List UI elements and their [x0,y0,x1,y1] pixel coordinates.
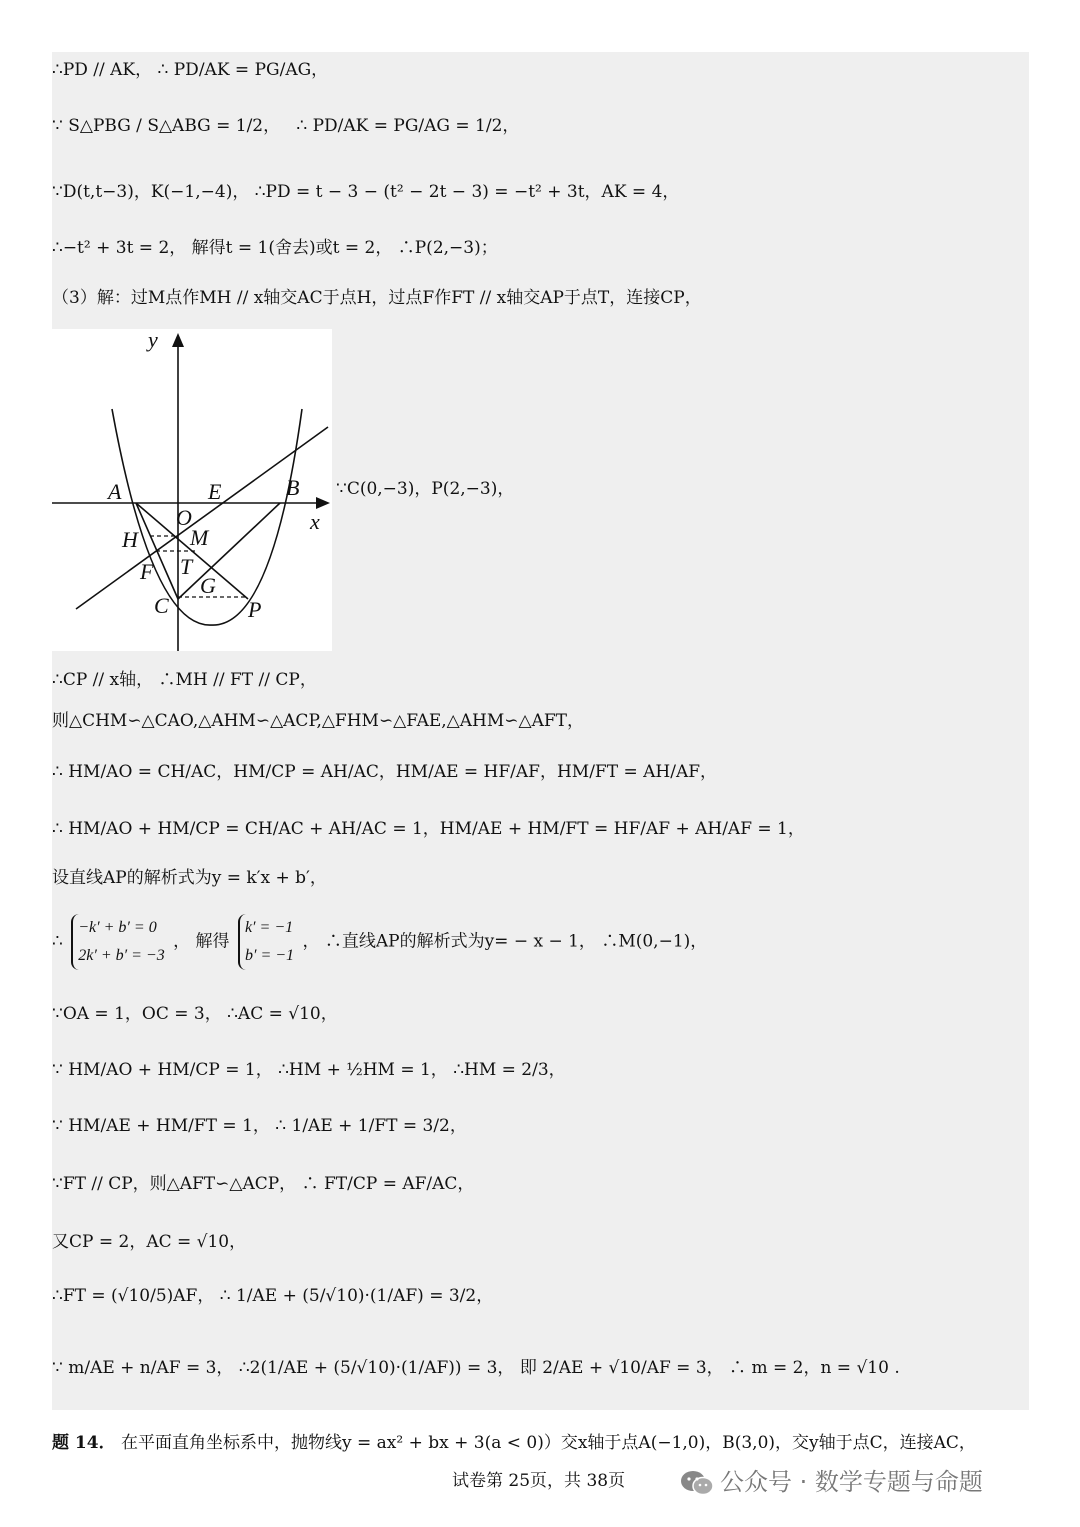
solution-line-3: ∵D(t,t−3)，K(−1,−4)， ∴PD = t − 3 − (t² − 2t − 3) = −t² + 3t，AK = 4， [52,182,680,202]
label-t: T [180,554,193,579]
label-x: x [310,509,320,534]
label-e: E [208,479,222,504]
y-axis-arrow-icon [172,333,184,347]
solve-text: ， 解得 [173,931,230,952]
label-c: C [154,593,169,618]
problem-label: 题 14． [52,1433,116,1453]
watermark [680,1462,983,1497]
solution-line-8: 则△CHM∽△CAO,△AHM∽△ACP,△FHM∽△FAE,△AHM∽△AFT， [52,711,584,731]
wechat-icon [680,1469,714,1497]
label-p: P [248,597,262,622]
label-o: O [176,505,192,530]
therefore-symbol: ∴ [52,931,63,952]
solution-line-19: ∵ m/AE + n/AF = 3， ∴2(1/AE + (5/√10)·(1/AF)) = 3， 即 2/AE + √10/AF = 3， ∴ m = 2，n = √10 . [52,1358,900,1378]
solution-k: k′ = −1 [244,919,294,936]
line-ap-result: ， ∴直线AP的解析式为y= − x − 1， ∴M(0,−1)， [302,931,708,952]
solution-line-4: ∴−t² + 3t = 2， 解得t = 1(舍去)或t = 2， ∴P(2,−3)； [52,238,498,258]
parabola-figure [52,329,332,651]
solution-line-14: ∵ HM/AO + HM/CP = 1， ∴HM + ½HM = 1， ∴HM = 2/3， [52,1060,566,1080]
solution-line-12 [52,914,707,970]
label-m: M [190,525,209,550]
label-f: F [140,559,154,584]
solution-line-6: ∵C(0,−3)，P(2,−3)， [336,479,515,499]
solution-line-10: ∴ HM/AO + HM/CP = CH/AC + AH/AC = 1，HM/AE + HM/FT = HF/AF + AH/AF = 1， [52,819,805,839]
x-axis-arrow-icon [316,497,330,509]
figure-svg [52,329,332,651]
solution-line-16: ∵FT // CP，则△AFT∽△ACP， ∴ FT/CP = AF/AC， [52,1174,475,1194]
label-g: G [200,573,216,598]
page-number: 试卷第 25页，共 38页 [452,1471,626,1491]
solution-line-7: ∴CP // x轴， ∴MH // FT // CP， [52,670,317,690]
area-ratio: S△PBG / S△ABG = 1/2， [68,116,281,136]
system-eq-2: 2k′ + b′ = −3 [78,947,165,964]
solution-b: b′ = −1 [244,947,295,964]
because-symbol: ∵ [52,116,63,136]
solution-line-5: （3）解：过M点作MH // x轴交AC于点H，过点F作FT // x轴交AP于点T，连接CP， [52,288,702,308]
label-b: B [286,475,300,500]
solution-line-18: ∴FT = (√10/5)AF， ∴ 1/AE + (5/√10)·(1/AF) = 3/2， [52,1286,494,1306]
solution-line-2 [52,118,519,135]
label-a: A [108,479,122,504]
equation-system [71,914,165,970]
solution-line-17: 又CP = 2，AC = √10， [52,1232,247,1252]
solution-line-15: ∵ HM/AE + HM/FT = 1， ∴ 1/AE + 1/FT = 3/2， [52,1116,467,1136]
system-eq-1: −k′ + b′ = 0 [78,919,157,936]
label-h: H [122,527,138,552]
solution-line-1: ∴PD // AK， ∴ PD/AK = PG/AG， [52,60,329,80]
problem-text: 在平面直角坐标系中，抛物线y = ax² + bx + 3(a < 0)）交x轴于点A(−1,0)，B(3,0)，交y轴于点C，连接AC， [120,1433,976,1453]
next-problem [52,1428,976,1453]
solution-line-11: 设直线AP的解析式为y = k′x + b′， [52,868,327,888]
solution-system [238,914,294,970]
solution-line-9: ∴ HM/AO = CH/AC，HM/CP = AH/AC，HM/AE = HF/AF，HM/FT = AH/AF， [52,762,718,782]
segment-ratio: ∴ PD/AK = PG/AG = 1/2， [296,116,520,136]
label-y: y [148,329,158,352]
solution-line-13: ∵OA = 1，OC = 3， ∴AC = √10， [52,1004,338,1024]
watermark-text: 公众号 · 数学专题与命题 [720,1468,983,1496]
